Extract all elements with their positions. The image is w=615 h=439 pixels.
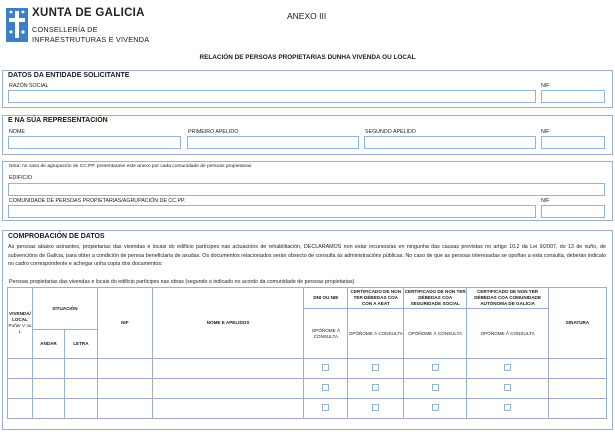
declaration-paragraph: As persoas abaixo asinantes, propietarias das vivendas e locais do edificio partícipes nas actuacións de rehabilitación, DECLARAMOS non estar incursos/as en ningunha das causas previstas no artigo 10.2 da Lei 9/2007, do 13 de xuño, de subvencións de Galicia, para obter a condición de persoa beneficiaria de axudas. Os documentos relacionados serán obxecto de consulta ás administracións públicas. No caso de que as persoas interesadas se opoñan a esta consulta, deberán indicalo no cadro correspondente e achegar unha copia dos documentos:	[8, 244, 606, 268]
name-cell[interactable]	[152, 359, 304, 379]
xunta-logo-icon	[6, 8, 28, 42]
org-department-line2: INFRAESTRUTURAS E VIVENDA	[32, 35, 150, 44]
aeat-oppose-label: OPÓÑOME Á CONSULTA	[348, 309, 404, 359]
community-field[interactable]	[8, 205, 536, 218]
building-note: Nota: no caso de agrupación de CC.PP. presentarase este anexo por cada comunidade de persoas propietarias	[9, 164, 252, 169]
rep-surname2-field[interactable]	[364, 136, 536, 149]
signature-col-header: SINATURA	[549, 288, 607, 359]
dni-oppose-checkbox[interactable]	[322, 364, 329, 371]
name-cell[interactable]	[152, 379, 304, 399]
community-nif-label: NIF	[541, 198, 550, 204]
door-cell[interactable]	[64, 379, 97, 399]
cag-oppose-checkbox[interactable]	[504, 404, 511, 411]
aeat-oppose-checkbox[interactable]	[372, 364, 379, 371]
floor-cell[interactable]	[32, 399, 64, 419]
table-row	[8, 359, 607, 379]
nif-cell[interactable]	[97, 379, 152, 399]
situation-col-header: SITUACIÓN	[32, 288, 97, 330]
signature-cell[interactable]	[549, 399, 607, 419]
rep-surname1-label: PRIMEIRO APELIDO	[188, 129, 239, 135]
ss-col-header: CERTIFICADO DE NON TER DÉBEDAS COA SEGURIDADE SOCIAL	[404, 288, 467, 309]
rep-surname1-field[interactable]	[187, 136, 359, 149]
signature-cell[interactable]	[549, 379, 607, 399]
name-cell[interactable]	[152, 399, 304, 419]
table-row	[8, 379, 607, 399]
org-name: XUNTA DE GALICIA	[32, 7, 145, 19]
door-col-header: LETRA	[64, 330, 97, 359]
aeat-col-header: CERTIFICADO DE NON TER DÉBEDAS COA CON A AEAT	[348, 288, 404, 309]
building-field[interactable]	[8, 183, 605, 196]
company-name-field[interactable]	[8, 90, 536, 103]
owners-table	[7, 287, 607, 419]
entity-nif-field[interactable]	[541, 90, 605, 103]
dwelling-cell[interactable]	[8, 399, 33, 419]
building-label: EDIFICIO	[9, 175, 32, 181]
floor-col-header: ANDAR	[32, 330, 64, 359]
entity-nif-label: NIF	[541, 83, 550, 89]
rep-nif-label: NIF	[541, 129, 550, 135]
nif-col-header: NIF	[97, 288, 152, 359]
dni-oppose-label: OPÓÑOME Á CONSULTA	[304, 309, 348, 359]
cag-oppose-label: OPÓÑOME Á CONSULTA	[467, 309, 549, 359]
door-cell[interactable]	[64, 359, 97, 379]
door-cell[interactable]	[64, 399, 97, 419]
name-col-header: NOME E APELIDOS	[152, 288, 304, 359]
org-department-line1: CONSELLERÍA DE	[32, 25, 98, 34]
document-title: RELACIÓN DE PERSOAS PROPIETARIAS DUNHA VIVENDA OU LOCAL	[199, 54, 416, 61]
dni-col-header: DNI OU NIE	[304, 288, 348, 309]
floor-cell[interactable]	[32, 359, 64, 379]
dwelling-col-header: VIVENDA/ LOCAL Poñer V ou L	[8, 288, 33, 359]
nif-cell[interactable]	[97, 399, 152, 419]
table-row	[8, 399, 607, 419]
nif-cell[interactable]	[97, 359, 152, 379]
rep-name-label: NOME	[9, 129, 25, 135]
verification-section-title: COMPROBACIÓN DE DATOS	[8, 233, 105, 240]
rep-nif-field[interactable]	[541, 136, 605, 149]
rep-name-field[interactable]	[8, 136, 181, 149]
community-label: COMUNIDADE DE PERSOAS PROPIETARIAS/AGRUPACIÓN DE CC.PP.	[9, 198, 186, 204]
aeat-oppose-checkbox[interactable]	[372, 404, 379, 411]
ss-oppose-label: OPÓÑOME Á CONSULTA	[404, 309, 467, 359]
community-nif-field[interactable]	[541, 205, 605, 218]
aeat-oppose-checkbox[interactable]	[372, 384, 379, 391]
company-name-label: RAZÓN SOCIAL	[9, 83, 49, 89]
cag-oppose-checkbox[interactable]	[504, 384, 511, 391]
table-caption: Persoas propietarias das vivendas e locais do edificio partícipes nas obras (segundo o indicado no acordo da comunidade de persoas propietarias)	[9, 279, 355, 285]
cag-oppose-checkbox[interactable]	[504, 364, 511, 371]
dwelling-cell[interactable]	[8, 359, 33, 379]
rep-surname2-label: SEGUNDO APELIDO	[365, 129, 416, 135]
representative-section-title: E NA SÚA REPRESENTACIÓN	[8, 117, 108, 124]
ss-oppose-checkbox[interactable]	[432, 404, 439, 411]
floor-cell[interactable]	[32, 379, 64, 399]
dwelling-cell[interactable]	[8, 379, 33, 399]
ss-oppose-checkbox[interactable]	[432, 364, 439, 371]
dni-oppose-checkbox[interactable]	[322, 384, 329, 391]
entity-section-title: DATOS DA ENTIDADE SOLICITANTE	[8, 72, 130, 79]
annex-label: ANEXO III	[287, 11, 327, 21]
ss-oppose-checkbox[interactable]	[432, 384, 439, 391]
dni-oppose-checkbox[interactable]	[322, 404, 329, 411]
signature-cell[interactable]	[549, 359, 607, 379]
cag-col-header: CERTIFICADO DE NON TER DÉBEDAS COA COMUNIDADE AUTÓNOMA DE GALICIA	[467, 288, 549, 309]
